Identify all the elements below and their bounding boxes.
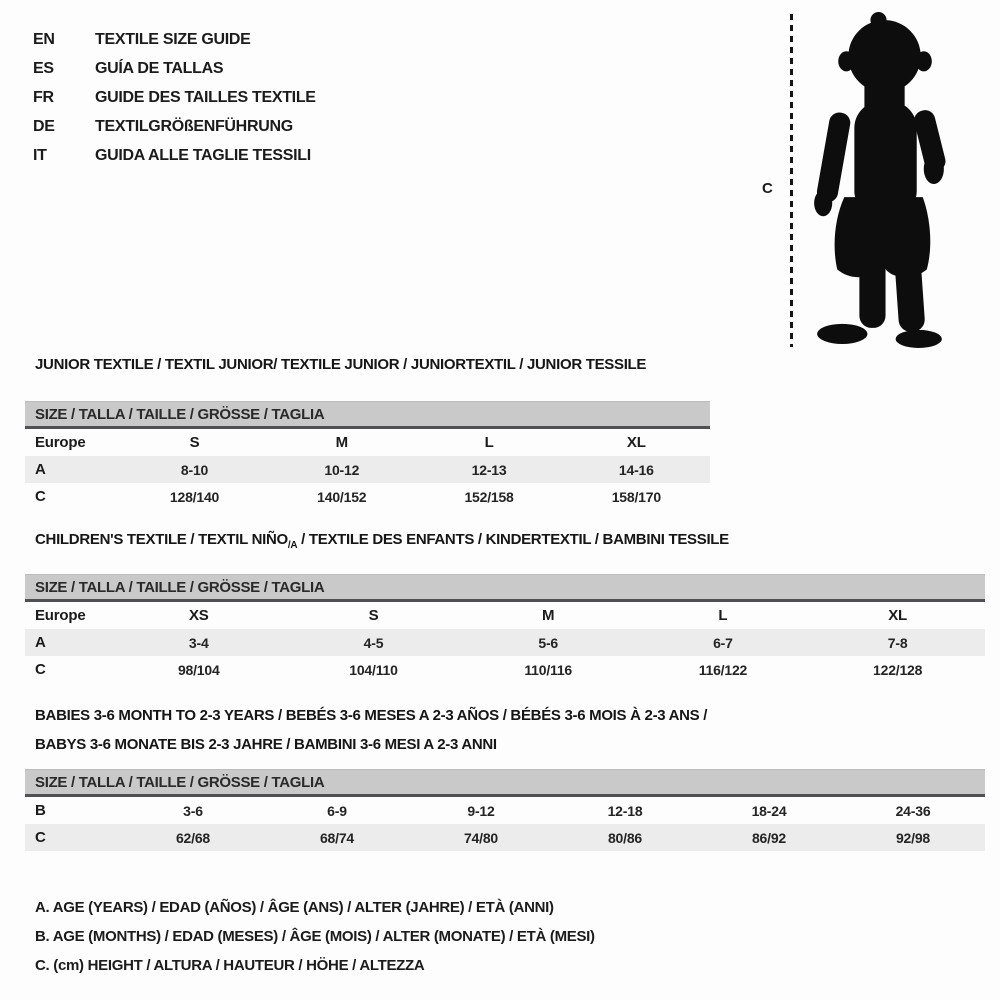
section-title-children-pre: CHILDREN'S TEXTILE / TEXTIL NIÑO xyxy=(35,531,288,548)
language-row-fr xyxy=(33,83,316,112)
height-dashed-line-icon xyxy=(790,14,793,347)
row-label-a: A xyxy=(35,461,46,478)
height-value: 152/158 xyxy=(464,488,514,505)
size-column-xl: XL xyxy=(626,434,646,451)
junior-columns-row xyxy=(25,429,710,456)
size-column-l: L xyxy=(718,607,728,624)
legend-notes xyxy=(35,893,595,980)
language-row-en xyxy=(33,25,316,54)
language-title-list xyxy=(33,25,316,170)
language-title-it: GUIDA ALLE TAGLIE TESSILI xyxy=(95,146,311,164)
toddler-silhouette-icon xyxy=(802,6,957,348)
row-label-b: B xyxy=(35,802,46,819)
children-age-row xyxy=(25,629,985,656)
months-value: 18-24 xyxy=(751,802,787,819)
months-value: 24-36 xyxy=(895,802,931,819)
age-value: 3-4 xyxy=(188,634,209,651)
babies-size-header-bar: SIZE / TALLA / TAILLE / GRÖSSE / TAGLIA xyxy=(25,769,985,797)
height-value: 140/152 xyxy=(317,488,367,505)
language-row-it xyxy=(33,141,316,170)
language-code-de: DE xyxy=(33,117,55,135)
height-value: 86/92 xyxy=(751,829,787,846)
junior-size-table xyxy=(25,401,710,510)
language-row-de xyxy=(33,112,316,141)
height-measure-label: C xyxy=(762,180,773,197)
children-columns-row xyxy=(25,602,985,629)
language-code-fr: FR xyxy=(33,88,54,106)
size-column-l: L xyxy=(484,434,494,451)
language-code-es: ES xyxy=(33,59,54,77)
height-value: 62/68 xyxy=(175,829,211,846)
height-value: 110/116 xyxy=(524,661,573,678)
section-title-babies-line2: BABYS 3-6 MONATE BIS 2-3 JAHRE / BAMBINI 3-6 MESI A 2-3 ANNI xyxy=(35,736,497,753)
language-code-en: EN xyxy=(33,30,55,48)
height-value: 128/140 xyxy=(169,488,220,505)
height-value: 68/74 xyxy=(319,829,355,846)
section-title-children xyxy=(35,531,729,551)
months-value: 9-12 xyxy=(467,802,495,819)
section-title-children-post: / TEXTILE DES ENFANTS / KINDERTEXTIL / BAMBINI TESSILE xyxy=(297,531,729,548)
row-label-c: C xyxy=(35,829,46,846)
months-value: 6-9 xyxy=(327,802,347,819)
junior-height-row xyxy=(25,483,710,510)
legend-note-c: C. (cm) HEIGHT / ALTURA / HAUTEUR / HÖHE / ALTEZZA xyxy=(35,957,425,974)
language-title-en: TEXTILE SIZE GUIDE xyxy=(95,30,251,48)
age-value: 14-16 xyxy=(618,461,654,478)
age-value: 8-10 xyxy=(180,461,209,478)
age-value: 5-6 xyxy=(538,634,558,651)
height-value: 116/122 xyxy=(698,661,748,678)
height-value: 98/104 xyxy=(177,661,220,678)
language-title-de: TEXTILGRÖßENFÜHRUNG xyxy=(95,117,293,135)
babies-months-row xyxy=(25,797,985,824)
language-row-es xyxy=(33,54,316,83)
size-column-s: S xyxy=(368,607,379,624)
babies-height-row xyxy=(25,824,985,851)
months-value: 3-6 xyxy=(183,802,203,819)
section-title-babies-line1: BABIES 3-6 MONTH TO 2-3 YEARS / BEBÉS 3-6 MESES A 2-3 AÑOS / BÉBÉS 3-6 MOIS À 2-3 ANS / xyxy=(35,707,708,724)
children-height-row xyxy=(25,656,985,683)
size-column-xs: XS xyxy=(188,607,209,624)
region-label: Europe xyxy=(35,607,86,624)
age-value: 7-8 xyxy=(887,634,908,651)
height-value: 74/80 xyxy=(463,829,499,846)
language-title-fr: GUIDE DES TAILLES TEXTILE xyxy=(95,88,316,106)
size-column-xl: XL xyxy=(888,607,908,624)
row-label-c: C xyxy=(35,661,46,678)
junior-size-header-bar: SIZE / TALLA / TAILLE / GRÖSSE / TAGLIA xyxy=(25,401,710,429)
language-title-es: GUÍA DE TALLAS xyxy=(95,59,224,77)
legend-note-b: B. AGE (MONTHS) / EDAD (MESES) / ÂGE (MOIS) / ALTER (MONATE) / ETÀ (MESI) xyxy=(35,928,595,945)
legend-note-a: A. AGE (YEARS) / EDAD (AÑOS) / ÂGE (ANS) / ALTER (JAHRE) / ETÀ (ANNI) xyxy=(35,899,554,916)
height-value: 122/128 xyxy=(873,661,923,678)
size-column-m: M xyxy=(335,434,348,451)
children-size-table xyxy=(25,574,985,683)
section-title-babies xyxy=(35,701,707,759)
age-value: 12-13 xyxy=(471,461,507,478)
height-value: 158/170 xyxy=(611,488,661,505)
region-label: Europe xyxy=(35,434,86,451)
babies-size-table xyxy=(25,769,985,851)
height-value: 80/86 xyxy=(607,829,643,846)
language-code-it: IT xyxy=(33,146,47,164)
height-value: 104/110 xyxy=(349,661,398,678)
height-value: 92/98 xyxy=(895,829,931,846)
age-value: 6-7 xyxy=(713,634,733,651)
children-size-header-bar: SIZE / TALLA / TAILLE / GRÖSSE / TAGLIA xyxy=(25,574,985,602)
junior-age-row xyxy=(25,456,710,483)
size-column-s: S xyxy=(189,434,200,451)
row-label-c: C xyxy=(35,488,46,505)
months-value: 12-18 xyxy=(607,802,643,819)
age-value: 4-5 xyxy=(363,634,384,651)
age-value: 10-12 xyxy=(324,461,360,478)
section-title-junior: JUNIOR TEXTILE / TEXTIL JUNIOR/ TEXTILE JUNIOR / JUNIORTEXTIL / JUNIOR TESSILE xyxy=(35,356,647,373)
row-label-a: A xyxy=(35,634,46,651)
size-column-m: M xyxy=(542,607,555,624)
section-title-children-sub: /A xyxy=(287,540,298,551)
